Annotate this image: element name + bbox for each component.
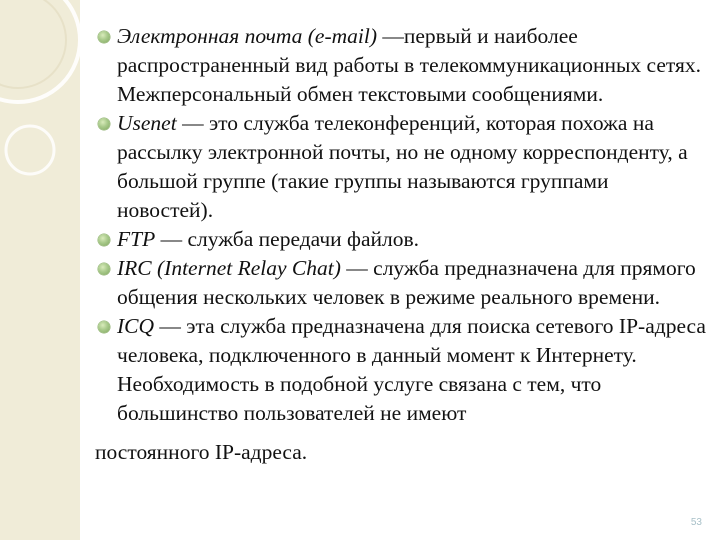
bullet-icon — [98, 263, 110, 275]
list-item — [95, 312, 707, 428]
item-term: FTP — [117, 227, 156, 251]
trailing-text: постоянного IP-адреса. — [95, 440, 308, 464]
list-item — [95, 254, 707, 312]
slide-content — [95, 22, 707, 467]
decorative-side-panel — [0, 0, 80, 540]
item-term: Электронная почта (e-mail) — [117, 24, 377, 48]
decorative-circles — [0, 0, 80, 540]
list-item — [95, 225, 707, 254]
item-text: — эта служба предназначена для поиска сетевого IP-адреса человека, подключенного в данный момент к Интернету. Необходимость в подобной услуге связана с тем, что большинство пользователей не имеют — [117, 314, 706, 425]
item-text: — это служба телеконференций, которая похожа на рассылку электронной почты, но не одному корреспонденту, а большой группе (такие группы называются группами новостей). — [117, 111, 688, 222]
list-item — [95, 109, 707, 225]
bullet-icon — [98, 31, 110, 43]
bullet-icon — [98, 234, 110, 246]
item-text: —первый и наиболее распространенный вид работы в телекоммуникационных сетях. Межперсональный обмен текстовыми сообщениями. — [117, 24, 702, 106]
item-text: — служба предназначена для прямого общения нескольких человек в режиме реального времени. — [117, 256, 696, 309]
page-number: 53 — [690, 517, 702, 528]
item-text: — служба передачи файлов. — [155, 227, 420, 251]
list-item — [95, 22, 707, 109]
item-term: ICQ — [117, 314, 155, 338]
item-term: Usenet — [117, 111, 177, 135]
bullet-icon — [98, 321, 110, 333]
bullet-icon — [98, 118, 110, 130]
item-term: IRC (Internet Relay Chat) — [117, 256, 341, 280]
